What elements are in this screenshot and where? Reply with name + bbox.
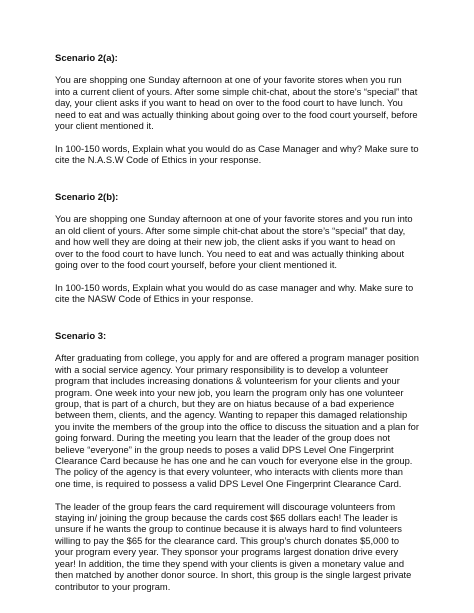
text-line: Clearance Card because he has one and he can vouch for everyone else in the group. (55, 456, 413, 467)
text-line: year! In addition, the time they spend with your clients is given a monetary value and (55, 558, 405, 569)
scenario-paragraph (55, 502, 419, 593)
text-line: program. One week into your new job, you learn the program only has one volunteer (55, 387, 404, 398)
text-line: your program every year. They sponsor your programs largest donation drive every (55, 547, 399, 558)
text-line: going forward. During the meeting you learn that the leader of the group does not (55, 433, 391, 444)
text-line: After graduating from college, you apply for and are offered a program manager position (55, 353, 419, 364)
scenario-2b-section (55, 192, 413, 317)
text-line: need to eat and was actually thinking about going over to the food court yourself, before (55, 109, 418, 120)
text-line: staying in/ joining the group because the cards cost $65 dollars each! The leader is (55, 513, 398, 524)
text-line: unsure if he wants the group to continue because it is always hard to find volunteers (55, 524, 402, 535)
text-line: program that includes increasing donations & volunteerism for your clients and your (55, 376, 400, 387)
scenario-paragraph (55, 75, 419, 132)
text-line: In 100-150 words, Explain what you would do as case manager and why. Make sure to (55, 282, 414, 293)
text-line: with a social service agency. Your primary responsibility is to develop a volunteer (55, 364, 389, 375)
text-line: willing to pay the $65 for the clearance card. This group’s church donates $5,000 to (55, 535, 400, 546)
text-line: The leader of the group fears the card requirement will discourage volunteers from (55, 501, 396, 512)
scenario-paragraph (55, 283, 413, 306)
text-line: day, your client asks if you want to head on over to the food court to have lunch. You (55, 98, 403, 109)
text-line: between them, clients, and the agency. Wanting to repaper this damaged relationship (55, 410, 408, 421)
scenario-heading: Scenario 2(b): (55, 192, 119, 203)
text-line: you invite the members of the group into the office to discuss the situation and a plan for (55, 421, 419, 432)
scenario-paragraph (55, 214, 413, 271)
text-line: cite the N.A.S.W Code of Ethics in your response. (55, 155, 262, 166)
scenario-3-section (55, 331, 419, 604)
scenario-2a-section (55, 53, 419, 178)
scenario-paragraph (55, 353, 419, 490)
text-line: group, that is part of a church, but they are on hiatus because of a bad experience (55, 399, 395, 410)
text-line: You are shopping one Sunday afternoon at one of your favorite stores and you run into (55, 214, 413, 225)
text-line: an old client of yours. After some simple chit-chat about the store’s “special” that day, (55, 225, 406, 236)
text-line: your client mentioned it. (55, 121, 154, 132)
text-line: believe “everyone” in the group needs to poses a valid DPS Level One Fingerprint (55, 444, 394, 455)
text-line: going over to the food court yourself, before your client mentioned it. (55, 260, 338, 271)
scenario-paragraph (55, 144, 419, 167)
text-line: and how well they are doing at their new job, the client asks if you want to head on (55, 237, 396, 248)
scenario-heading: Scenario 3: (55, 331, 107, 342)
scenario-heading: Scenario 2(a): (55, 53, 118, 64)
text-line: The policy of the agency is that every volunteer, who interacts with clients more than (55, 467, 403, 478)
text-line: then matched by another donor source. In short, this group is the single largest private (55, 570, 412, 581)
text-line: one time, is required to possess a valid DPS Level One Fingerprint Clearance Card. (55, 478, 402, 489)
text-line: cite the NASW Code of Ethics in your response. (55, 294, 254, 305)
text-line: over to the food court to have lunch. You need to eat and was actually thinking about (55, 248, 405, 259)
text-line: contributor to your program. (55, 581, 171, 592)
text-line: In 100-150 words, Explain what you would do as Case Manager and why? Make sure to (55, 143, 419, 154)
text-line: You are shopping one Sunday afternoon at one of your favorite stores when you run (55, 75, 402, 86)
text-line: into a current client of yours. After some simple chit-chat, about the store’s “special” that (55, 86, 418, 97)
